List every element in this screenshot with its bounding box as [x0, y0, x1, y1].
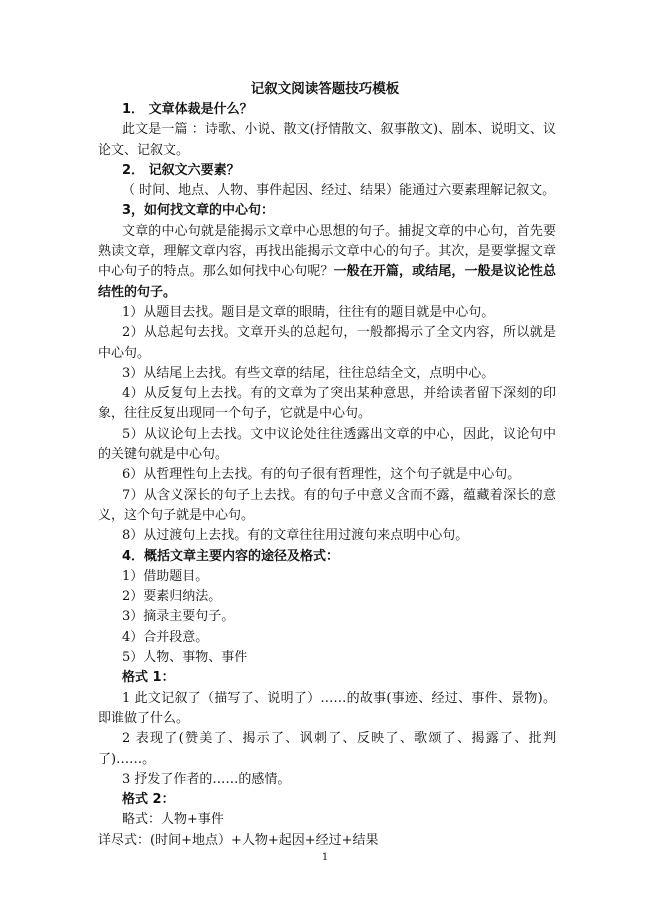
section-3-intro-bold: 一般在开篇，或结尾，一般是议论性总结性的句子。: [98, 264, 556, 300]
section-1-text: 此文是一篇 ：诗歌、小说、散文(抒情散文、叙事散文)、剧本、说明文、议论文、记叙文。: [98, 122, 556, 158]
document-title: 记叙文阅读答题技巧模板: [250, 81, 400, 97]
page-number: 1: [321, 852, 329, 863]
list-item: 6）从哲理性句上去找。有的句子很有哲理性，这个句子就是中心句。: [122, 467, 521, 483]
list-item: 1）借助题目。: [122, 568, 209, 584]
list-item: 3）从结尾上去找。有些文章的结尾，往往总结全文，点明中心。: [122, 365, 495, 381]
list-item: 3 抒发了作者的……的感情。: [122, 771, 291, 787]
section-2-text: （ 时间、地点、人物、事件起因、经过、结果）能通过六要素理解记叙文。: [122, 183, 556, 199]
list-item: 2 表现了(赞美了、揭示了、讽刺了、反映了、歌颂了、揭露了、批判了)……。: [98, 731, 556, 767]
section-3-intro: [98, 222, 556, 303]
format-1-heading: 格式 1：: [122, 670, 175, 686]
section-1-heading: 1． 文章体裁是什么？: [122, 102, 253, 117]
section-3-intro-text: 文章的中心句就是能揭示文章中心思想的句子。捕捉文章的中心句，首先要熟读文章，理解文章内容，再找出能揭示文章中心的句子。其次，是要掌握文章中心句子的特点。那么如何找中心句呢？: [98, 223, 556, 280]
section-3-heading: 3，如何找文章的中心句：: [122, 203, 275, 219]
list-item: 5）从议论句上去找。文中议论处往往透露出文章的中心，因此，议论句中的关键句就是中心句。: [98, 426, 556, 463]
list-item: 8）从过渡句上去找。有的文章往往用过渡句来点明中心句。: [122, 528, 469, 544]
list-item: 2）从总起句去找。文章开头的总起句，一般都揭示了全文内容，所以就是中心句。: [98, 325, 556, 361]
section-2-heading: 2． 记叙文六要素？: [122, 162, 240, 178]
list-item: 1 此文记叙了（描写了、说明了）……的故事(事迹、经过、事件、景物)。即谁做了什么。: [98, 690, 556, 726]
list-item: 4）合并段意。: [122, 629, 209, 645]
list-item: 3）摘录主要句子。: [122, 609, 235, 625]
list-item: 4）从反复句上去找。有的文章为了突出某种意思，并给读者留下深刻的印象，往往反复出现同一个句子，它就是中心句。: [98, 386, 556, 422]
format-2-heading: 格式 2：: [122, 792, 175, 808]
list-item: 略式：人物+事件: [122, 812, 224, 828]
list-item: 1）从题目去找。题目是文章的眼睛，往往有的题目就是中心句。: [122, 304, 495, 320]
document-body: [98, 100, 556, 851]
list-item: 7）从含义深长的句子上去找。有的句子中意义含而不露，蕴藏着深长的意义，这个句子就是中心句。: [98, 487, 556, 523]
list-item: 5）人物、事物、事件: [122, 650, 248, 666]
list-item: 2）要素归纳法。: [122, 589, 222, 605]
section-4-heading: 4．概括文章主要内容的途径及格式：: [122, 548, 340, 564]
list-item: 详尽式：(时间+地点）+人物+起因+经过+结果: [98, 832, 379, 848]
